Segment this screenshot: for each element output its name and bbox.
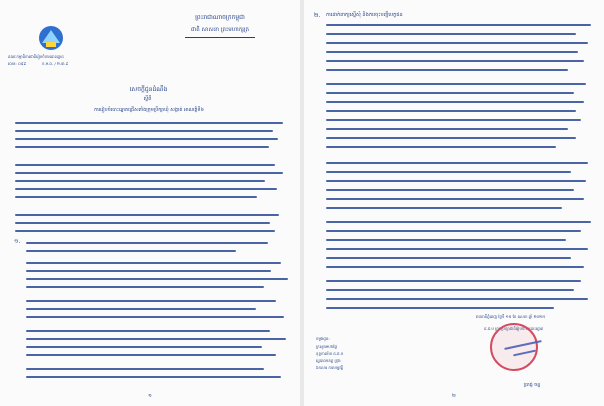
body-line	[326, 248, 588, 250]
body-line	[26, 376, 281, 378]
body-line	[26, 338, 286, 340]
body-line	[15, 222, 270, 224]
header-divider	[185, 37, 255, 38]
body-line	[15, 138, 278, 140]
body-line	[326, 69, 568, 71]
section-number-1: ១.	[14, 238, 21, 245]
section-number-2: ២.	[314, 12, 321, 19]
body-line	[326, 230, 581, 232]
right-page	[304, 0, 604, 406]
body-line	[15, 130, 273, 132]
kingdom-header: ព្រះរាជាណាចក្រកម្ពុជា	[195, 14, 245, 21]
body-line	[15, 230, 275, 232]
body-line	[15, 188, 277, 190]
document-number: លេខ: ០៨៩	[8, 61, 27, 66]
recipient-item: ឯកសារ កាលប្បវត្តិ	[316, 365, 344, 370]
body-line	[326, 146, 556, 148]
section-line	[26, 242, 268, 244]
body-line	[15, 180, 265, 182]
body-line	[326, 239, 566, 241]
body-line	[26, 300, 276, 302]
recipient-item: ខុទ្ទកាល័យ គ.ជ.ប	[316, 351, 344, 356]
right-section-heading: ការដាក់ពាក្យស្នើសុំ និងការចុះបញ្ជីបេក្ខជន	[326, 12, 403, 18]
document-date-code: ក.ម.ព. / ២.៣.៩	[42, 61, 69, 66]
left-page	[0, 0, 300, 406]
body-line	[326, 137, 576, 139]
organization-sign: គ.ជ.ប ក្រុមប្រឹក្សាជាតិរៀបចំការបោះឆ្នោត	[484, 326, 544, 331]
body-line	[326, 257, 571, 259]
body-line	[15, 214, 279, 216]
body-line	[26, 286, 264, 288]
body-line	[326, 60, 584, 62]
body-line	[326, 198, 584, 200]
body-line	[26, 354, 276, 356]
signer-name: ប្រាជ្ញ ចន្ទ	[523, 383, 541, 388]
body-line	[326, 101, 584, 103]
notice-subtitle: ស្តីពី	[143, 96, 152, 102]
left-page-number: ១	[148, 394, 152, 399]
body-line	[326, 92, 574, 94]
ministry-emblem-icon	[38, 25, 64, 51]
recipient-item: ក្រសួងមហាផ្ទៃ	[316, 344, 337, 349]
body-line	[326, 119, 581, 121]
body-line	[26, 278, 288, 280]
body-line	[15, 164, 275, 166]
body-line	[326, 33, 576, 35]
body-line	[326, 207, 562, 209]
body-line	[26, 330, 270, 332]
recipient-item: រដ្ឋបាលខេត្ត ក្រុង	[316, 358, 341, 363]
body-line	[326, 180, 586, 182]
body-line	[15, 146, 269, 148]
recipients-label: ចម្លងជូន:	[316, 336, 330, 341]
body-line	[26, 262, 281, 264]
body-line	[26, 368, 264, 370]
body-line	[26, 270, 271, 272]
body-line	[26, 316, 284, 318]
kingdom-subheader: ជាតិ សាសនា ព្រះមហាក្សត្រ	[191, 27, 249, 33]
body-line	[326, 221, 591, 223]
body-line	[15, 172, 283, 174]
body-line	[26, 308, 256, 310]
body-line	[326, 83, 586, 85]
body-line	[326, 171, 571, 173]
date-line: រាជធានីភ្នំពេញ ថ្ងៃទី ១៥ ខែ ឧសភា ឆ្នាំ ២០២៥	[476, 314, 545, 319]
body-line	[326, 189, 574, 191]
body-line	[326, 42, 588, 44]
body-line	[326, 24, 591, 26]
body-line	[326, 51, 578, 53]
body-line	[326, 110, 576, 112]
notice-title: សេចក្តីជូនដំណឹង	[129, 86, 168, 93]
body-line	[326, 289, 574, 291]
body-line	[326, 162, 588, 164]
body-line	[15, 122, 283, 124]
body-line	[326, 307, 554, 309]
body-line	[15, 196, 257, 198]
left-section-heading: ការរៀបចំបោះឆ្នោតជ្រើសតាំងក្រុមប្រឹក្សាឃុំ សង្កាត់ អាណត្តិទី៦	[94, 108, 204, 113]
body-line	[326, 266, 584, 268]
body-line	[326, 128, 568, 130]
right-page-number: ២	[452, 394, 456, 399]
ministry-name: គណៈកម្មាធិការជាតិរៀបចំការបោះឆ្នោត	[8, 54, 64, 59]
body-line	[326, 298, 588, 300]
body-line	[26, 346, 262, 348]
section-line	[26, 250, 236, 252]
body-line	[326, 280, 581, 282]
